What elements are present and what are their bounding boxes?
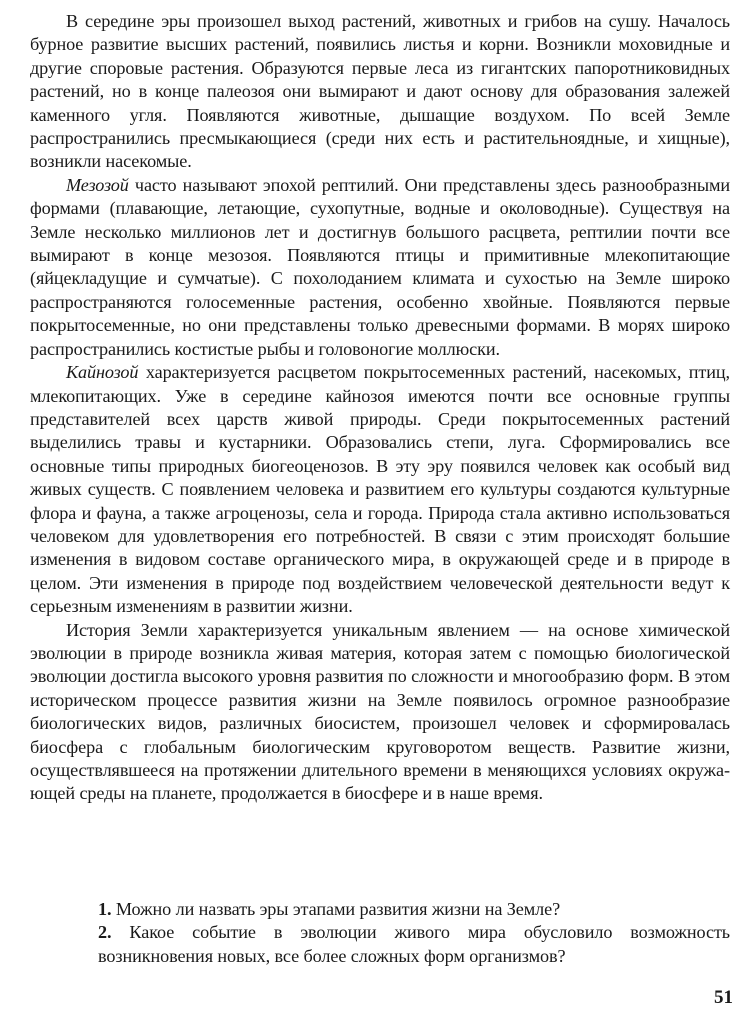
- paragraph-cenozoic: [30, 361, 730, 618]
- page-number: 51: [714, 987, 733, 1008]
- paragraph-mesozoic: [30, 174, 730, 361]
- paragraph-text: часто называют эпохой рептилий. Они представлены здесь разнообразными формами (плавающие, летающие, сухопутные, водные и околоводные). Существуя на Земле несколько миллионов лет и достигнув большого расцвета, рептилии почти все вымирают в конце мезозоя. Появляются птицы и примитивные млекопитающие (яйцекладущие и сумчатые). С похолоданием климата и сухостью на Земле широко распространяются голосеменные растения, особенно хвойные. Появляются первые покрытосеменные, но они представлены только древесными формами. В морях широко распространились костистые рыбы и головоногие моллюски.: [30, 174, 730, 359]
- question-item: [98, 921, 730, 968]
- question-item: [98, 898, 730, 921]
- question-number: 1.: [98, 899, 112, 919]
- era-term-cenozoic: Кайнозой: [66, 362, 139, 383]
- paragraph-text: История Земли характеризуется уникальным явлением — на основе химической эволюции в природе возникла живая материя, которая затем с помощью биологической эволюции достигла высокого уровня развития по сложности и многообразию форм. В этом историческом процессе развития жизни на Земле появилось огромное разнообразие биологических видов, различных биосистем, произошел человек и сформировалась биосфера с глобальным биологическим круговоротом веществ. Развитие жизни, осуществлявшееся на протяжении длительного времени в меняющихся условиях окружающей среды на планете, продолжается в биосфере и в наше время.: [30, 619, 730, 804]
- era-term-mesozoic: Мезозой: [66, 174, 129, 195]
- paragraph-earth-history: [30, 619, 730, 806]
- paragraph-text: В середине эры произошел выход растений, животных и грибов на сушу. Началось бурное развитие высших растений, появились листья и корни. Возникли моховидные и другие споровые растения. Образуются первые леса из гигантских папоротниковидных растений, но в конце палеозоя они вымирают и дают основу для образования залежей каменного угля. Появляются животные, дышащие воздухом. По всей Земле распространились пресмыкающиеся (среди них есть и растительноядные, и хищные), возникли насекомые.: [30, 11, 730, 172]
- paragraph-paleozoic: [30, 10, 730, 174]
- review-questions: [98, 898, 730, 968]
- question-text: Можно ли назвать эры этапами развития жизни на Земле?: [111, 899, 561, 919]
- question-text: Какое событие в эволюции живого мира обусловило возможность возникновения новых, все более сложных форм организмов?: [98, 922, 730, 966]
- paragraph-text: характеризуется расцветом покрытосеменных растений, насекомых, птиц, млекопитающих. Уже в середине кайнозоя имеются почти все основные группы представителей всех царств живой природы. Среди покрытосеменных растений выделились травы и кустарники. Образовались степи, луга. Сформировались все основные типы природных биогеоценозов. В эту эру появился человек как особый вид живых существ. С появлением человека и развитием его культуры создаются культурные флора и фауна, а также агроценозы, села и города. Природа стала активно использоваться человеком для удовлетворения его потребностей. В связи с этим происходят большие изменения в видовом составе органического мира, в окружающей среде и в природе в целом. Эти изменения в природе под воздействием человеческой деятельности ведут к серьезным изменениям в развитии жизни.: [30, 362, 730, 617]
- question-number: 2.: [98, 922, 112, 943]
- body-text: [30, 10, 730, 806]
